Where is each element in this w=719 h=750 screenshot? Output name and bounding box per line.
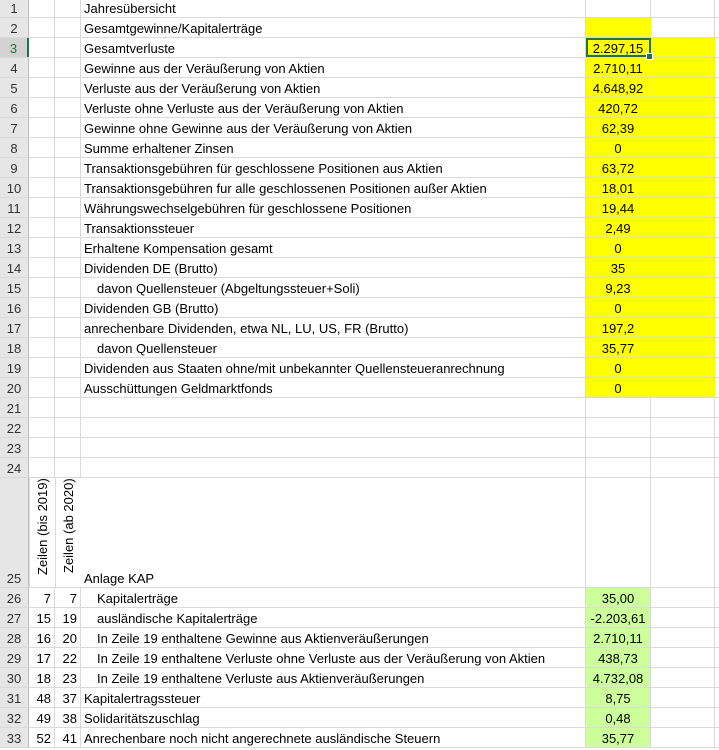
cell-f12[interactable]: [715, 218, 719, 237]
cell-a30[interactable]: 18: [29, 668, 55, 687]
cell-a4[interactable]: [29, 58, 55, 77]
cell-d31[interactable]: 8,75: [586, 688, 651, 707]
cell-a15[interactable]: [29, 278, 55, 297]
sheet-row-19: [0, 358, 719, 378]
sheet-row-26: [0, 588, 719, 608]
cell-b23[interactable]: [55, 438, 81, 457]
cell-d18[interactable]: 35,77: [586, 338, 651, 357]
cell-a32[interactable]: 49: [29, 708, 55, 727]
cell-a26[interactable]: 7: [29, 588, 55, 607]
cell-c11[interactable]: Währungswechselgebühren für geschlossene Positionen: [81, 198, 586, 217]
cell-f16[interactable]: [715, 298, 719, 317]
cell-c31[interactable]: Kapitalertragssteuer: [81, 688, 586, 707]
cell-c28[interactable]: In Zeile 19 enthaltene Gewinne aus Aktienveräußerungen: [81, 628, 586, 647]
cell-c12[interactable]: Transaktionssteuer: [81, 218, 586, 237]
cell-b9[interactable]: [55, 158, 81, 177]
cell-f31[interactable]: [715, 688, 719, 707]
cell-c17[interactable]: anrechenbare Dividenden, etwa NL, LU, US, FR (Brutto): [81, 318, 586, 337]
cell-c2[interactable]: Gesamtgewinne/Kapitalerträge: [81, 18, 586, 37]
cell-e9[interactable]: [651, 158, 715, 177]
cell-e14[interactable]: [651, 258, 715, 277]
row-header[interactable]: 31: [0, 688, 29, 707]
cell-a9[interactable]: [29, 158, 55, 177]
cell-d8[interactable]: 0: [586, 138, 651, 157]
row-header[interactable]: 11: [0, 198, 29, 217]
cell-b7[interactable]: [55, 118, 81, 137]
cell-c32[interactable]: Solidaritätszuschlag: [81, 708, 586, 727]
sheet-row-24: [0, 458, 719, 478]
row-header[interactable]: 1: [0, 0, 29, 17]
row-header[interactable]: 29: [0, 648, 29, 667]
cell-d13[interactable]: 0: [586, 238, 651, 257]
cell-c23[interactable]: [81, 438, 586, 457]
cell-d26[interactable]: 35,00: [586, 588, 651, 607]
cell-d12[interactable]: 2,49: [586, 218, 651, 237]
row-header[interactable]: 23: [0, 438, 29, 457]
cell-a27[interactable]: 15: [29, 608, 55, 627]
cell-b13[interactable]: [55, 238, 81, 257]
cell-b4[interactable]: [55, 58, 81, 77]
cell-f26[interactable]: [715, 588, 719, 607]
cell-a25[interactable]: Zeilen (bis 2019): [29, 478, 55, 587]
cell-d3[interactable]: 2.297,15: [586, 38, 651, 57]
cell-a3[interactable]: [29, 38, 55, 57]
cell-c27[interactable]: ausländische Kapitalerträge: [81, 608, 586, 627]
cell-a16[interactable]: [29, 298, 55, 317]
cell-e13[interactable]: [651, 238, 715, 257]
cell-d27[interactable]: -2.203,61: [586, 608, 651, 627]
cell-b22[interactable]: [55, 418, 81, 437]
cell-b11[interactable]: [55, 198, 81, 217]
row-header[interactable]: 19: [0, 358, 29, 377]
cell-e20[interactable]: [651, 378, 715, 397]
sheet-row-8: [0, 138, 719, 158]
cell-a13[interactable]: [29, 238, 55, 257]
cell-e15[interactable]: [651, 278, 715, 297]
sheet-row-21: [0, 398, 719, 418]
cell-b33[interactable]: 41: [55, 728, 81, 747]
cell-e25[interactable]: [651, 478, 715, 587]
row-header[interactable]: 24: [0, 458, 29, 477]
cell-b12[interactable]: [55, 218, 81, 237]
cell-c18[interactable]: davon Quellensteuer: [81, 338, 586, 357]
cell-d23[interactable]: [586, 438, 651, 457]
row-header[interactable]: 16: [0, 298, 29, 317]
cell-f13[interactable]: [715, 238, 719, 257]
cell-b17[interactable]: [55, 318, 81, 337]
cell-f15[interactable]: [715, 278, 719, 297]
cell-f33[interactable]: [715, 728, 719, 747]
row-header[interactable]: 10: [0, 178, 29, 197]
cell-e2[interactable]: [651, 18, 715, 37]
sheet-row-3: [0, 38, 719, 58]
row-header[interactable]: 14: [0, 258, 29, 277]
sheet-row-14: [0, 258, 719, 278]
sheet-row-7: [0, 118, 719, 138]
row-header[interactable]: 27: [0, 608, 29, 627]
cell-f19[interactable]: [715, 358, 719, 377]
cell-c21[interactable]: [81, 398, 586, 417]
cell-b25[interactable]: Zeilen (ab 2020): [55, 478, 81, 587]
cell-b26[interactable]: 7: [55, 588, 81, 607]
cell-e29[interactable]: [651, 648, 715, 667]
cell-e19[interactable]: [651, 358, 715, 377]
row-header[interactable]: 25: [0, 478, 29, 587]
sheet-row-4: [0, 58, 719, 78]
cell-c22[interactable]: [81, 418, 586, 437]
cell-f9[interactable]: [715, 158, 719, 177]
cell-c19[interactable]: Dividenden aus Staaten ohne/mit unbekannter Quellensteueranrechnung: [81, 358, 586, 377]
cell-d1[interactable]: [586, 0, 651, 17]
row-header[interactable]: 15: [0, 278, 29, 297]
row-header[interactable]: 6: [0, 98, 29, 117]
cell-a23[interactable]: [29, 438, 55, 457]
cell-d21[interactable]: [586, 398, 651, 417]
row-header[interactable]: 2: [0, 18, 29, 37]
cell-f1[interactable]: [715, 0, 719, 17]
sheet-row-31: [0, 688, 719, 708]
cell-a1[interactable]: [29, 0, 55, 17]
cell-b30[interactable]: 23: [55, 668, 81, 687]
cell-d20[interactable]: 0: [586, 378, 651, 397]
cell-d17[interactable]: 197,2: [586, 318, 651, 337]
cell-a7[interactable]: [29, 118, 55, 137]
cell-d9[interactable]: 63,72: [586, 158, 651, 177]
sheet-row-30: [0, 668, 719, 688]
row-header[interactable]: 28: [0, 628, 29, 647]
cell-a12[interactable]: [29, 218, 55, 237]
cell-f22[interactable]: [715, 418, 719, 437]
cell-a21[interactable]: [29, 398, 55, 417]
cell-e31[interactable]: [651, 688, 715, 707]
cell-f20[interactable]: [715, 378, 719, 397]
cell-d10[interactable]: 18,01: [586, 178, 651, 197]
cell-d2[interactable]: [586, 18, 651, 37]
cell-c10[interactable]: Transaktionsgebühren fur alle geschlossenen Positionen außer Aktien: [81, 178, 586, 197]
cell-e22[interactable]: [651, 418, 715, 437]
cell-f2[interactable]: [715, 18, 719, 37]
sheet-row-22: [0, 418, 719, 438]
cell-e23[interactable]: [651, 438, 715, 457]
cell-b1[interactable]: [55, 0, 81, 17]
cell-b16[interactable]: [55, 298, 81, 317]
cell-d22[interactable]: [586, 418, 651, 437]
cell-b31[interactable]: 37: [55, 688, 81, 707]
sheet-row-20: [0, 378, 719, 398]
cell-f10[interactable]: [715, 178, 719, 197]
cell-e26[interactable]: [651, 588, 715, 607]
cell-d5[interactable]: 4.648,92: [586, 78, 651, 97]
row-header[interactable]: 18: [0, 338, 29, 357]
cell-e8[interactable]: [651, 138, 715, 157]
cell-d28[interactable]: 2.710,11: [586, 628, 651, 647]
sheet-row-33: [0, 728, 719, 748]
sheet-row-10: [0, 178, 719, 198]
cell-d30[interactable]: 4.732,08: [586, 668, 651, 687]
cell-c16[interactable]: Dividenden GB (Brutto): [81, 298, 586, 317]
cell-f18[interactable]: [715, 338, 719, 357]
sheet-row-32: [0, 708, 719, 728]
cell-b2[interactable]: [55, 18, 81, 37]
sheet-row-1: [0, 0, 719, 18]
cell-f25[interactable]: [715, 478, 719, 587]
row-header[interactable]: 26: [0, 588, 29, 607]
cell-c25[interactable]: Anlage KAP: [81, 478, 586, 587]
sheet-row-9: [0, 158, 719, 178]
cell-a2[interactable]: [29, 18, 55, 37]
cell-f11[interactable]: [715, 198, 719, 217]
cell-e30[interactable]: [651, 668, 715, 687]
row-header[interactable]: 13: [0, 238, 29, 257]
cell-f21[interactable]: [715, 398, 719, 417]
sheet-row-12: [0, 218, 719, 238]
cell-b18[interactable]: [55, 338, 81, 357]
cell-e21[interactable]: [651, 398, 715, 417]
row-header[interactable]: 5: [0, 78, 29, 97]
row-header[interactable]: 8: [0, 138, 29, 157]
cell-a10[interactable]: [29, 178, 55, 197]
cell-b5[interactable]: [55, 78, 81, 97]
cell-e4[interactable]: [651, 58, 715, 77]
cell-b3[interactable]: [55, 38, 81, 57]
cell-c7[interactable]: Gewinne ohne Gewinne aus der Veräußerung von Aktien: [81, 118, 586, 137]
cell-f3[interactable]: [715, 38, 719, 57]
cell-b6[interactable]: [55, 98, 81, 117]
cell-a24[interactable]: [29, 458, 55, 477]
sheet-row-17: [0, 318, 719, 338]
cell-d32[interactable]: 0,48: [586, 708, 651, 727]
row-header[interactable]: 12: [0, 218, 29, 237]
cell-d7[interactable]: 62,39: [586, 118, 651, 137]
cell-f32[interactable]: [715, 708, 719, 727]
cell-a20[interactable]: [29, 378, 55, 397]
cell-c1[interactable]: Jahresübersicht: [81, 0, 586, 17]
cell-e1[interactable]: [651, 0, 715, 17]
cell-f23[interactable]: [715, 438, 719, 457]
cell-b20[interactable]: [55, 378, 81, 397]
cell-a6[interactable]: [29, 98, 55, 117]
sheet-row-11: [0, 198, 719, 218]
cell-a18[interactable]: [29, 338, 55, 357]
cell-e5[interactable]: [651, 78, 715, 97]
cell-c14[interactable]: Dividenden DE (Brutto): [81, 258, 586, 277]
sheet-row-6: [0, 98, 719, 118]
cell-f6[interactable]: [715, 98, 719, 117]
cell-d33[interactable]: 35,77: [586, 728, 651, 747]
cell-a14[interactable]: [29, 258, 55, 277]
cell-a31[interactable]: 48: [29, 688, 55, 707]
cell-d29[interactable]: 438,73: [586, 648, 651, 667]
cell-a28[interactable]: 16: [29, 628, 55, 647]
row-header[interactable]: 3: [0, 38, 29, 57]
cell-e12[interactable]: [651, 218, 715, 237]
cell-b24[interactable]: [55, 458, 81, 477]
sheet-row-13: [0, 238, 719, 258]
row-header[interactable]: 4: [0, 58, 29, 77]
row-header[interactable]: 20: [0, 378, 29, 397]
cell-f4[interactable]: [715, 58, 719, 77]
cell-b15[interactable]: [55, 278, 81, 297]
cell-c13[interactable]: Erhaltene Kompensation gesamt: [81, 238, 586, 257]
cell-b27[interactable]: 19: [55, 608, 81, 627]
cell-d4[interactable]: 2.710,11: [586, 58, 651, 77]
sheet-row-23: [0, 438, 719, 458]
cell-f17[interactable]: [715, 318, 719, 337]
sheet-row-18: [0, 338, 719, 358]
cell-e16[interactable]: [651, 298, 715, 317]
cell-e18[interactable]: [651, 338, 715, 357]
row-header[interactable]: 33: [0, 728, 29, 747]
cell-d16[interactable]: 0: [586, 298, 651, 317]
cell-f8[interactable]: [715, 138, 719, 157]
cell-e7[interactable]: [651, 118, 715, 137]
cell-f27[interactable]: [715, 608, 719, 627]
sheet-row-15: [0, 278, 719, 298]
cell-c15[interactable]: davon Quellensteuer (Abgeltungssteuer+Soli): [81, 278, 586, 297]
cell-d11[interactable]: 19,44: [586, 198, 651, 217]
cell-e10[interactable]: [651, 178, 715, 197]
cell-c20[interactable]: Ausschüttungen Geldmarktfonds: [81, 378, 586, 397]
cell-d6[interactable]: 420,72: [586, 98, 651, 117]
row-header[interactable]: 9: [0, 158, 29, 177]
row-header[interactable]: 17: [0, 318, 29, 337]
cell-e27[interactable]: [651, 608, 715, 627]
cell-c9[interactable]: Transaktionsgebühren für geschlossene Positionen aus Aktien: [81, 158, 586, 177]
cell-c6[interactable]: Verluste ohne Verluste aus der Veräußerung von Aktien: [81, 98, 586, 117]
cell-d24[interactable]: [586, 458, 651, 477]
sheet-row-25: [0, 478, 719, 588]
cell-a5[interactable]: [29, 78, 55, 97]
cell-d14[interactable]: 35: [586, 258, 651, 277]
cell-c29[interactable]: In Zeile 19 enthaltene Verluste ohne Verluste aus der Veräußerung von Aktien: [81, 648, 586, 667]
cell-d15[interactable]: 9,23: [586, 278, 651, 297]
row-header[interactable]: 32: [0, 708, 29, 727]
cell-c4[interactable]: Gewinne aus der Veräußerung von Aktien: [81, 58, 586, 77]
row-header[interactable]: 22: [0, 418, 29, 437]
cell-a29[interactable]: 17: [29, 648, 55, 667]
cell-e6[interactable]: [651, 98, 715, 117]
cell-c33[interactable]: Anrechenbare noch nicht angerechnete ausländische Steuern: [81, 728, 586, 747]
cell-a11[interactable]: [29, 198, 55, 217]
cell-e32[interactable]: [651, 708, 715, 727]
cell-e3[interactable]: [651, 38, 715, 57]
cell-b14[interactable]: [55, 258, 81, 277]
cell-b21[interactable]: [55, 398, 81, 417]
cell-f24[interactable]: [715, 458, 719, 477]
cell-f14[interactable]: [715, 258, 719, 277]
sheet-row-28: [0, 628, 719, 648]
sheet-row-27: [0, 608, 719, 628]
cell-e11[interactable]: [651, 198, 715, 217]
cell-f28[interactable]: [715, 628, 719, 647]
cell-c30[interactable]: In Zeile 19 enthaltene Verluste aus Aktienveräußerungen: [81, 668, 586, 687]
cell-a19[interactable]: [29, 358, 55, 377]
cell-a33[interactable]: 52: [29, 728, 55, 747]
cell-e33[interactable]: [651, 728, 715, 747]
sheet-row-5: [0, 78, 719, 98]
row-header[interactable]: 7: [0, 118, 29, 137]
cell-f7[interactable]: [715, 118, 719, 137]
row-header[interactable]: 21: [0, 398, 29, 417]
cell-a17[interactable]: [29, 318, 55, 337]
cell-c3[interactable]: Gesamtverluste: [81, 38, 586, 57]
cell-f30[interactable]: [715, 668, 719, 687]
cell-d25[interactable]: [586, 478, 651, 587]
cell-b32[interactable]: 38: [55, 708, 81, 727]
cell-a22[interactable]: [29, 418, 55, 437]
cell-e17[interactable]: [651, 318, 715, 337]
cell-a8[interactable]: [29, 138, 55, 157]
cell-f29[interactable]: [715, 648, 719, 667]
cell-d19[interactable]: 0: [586, 358, 651, 377]
sheet-row-16: [0, 298, 719, 318]
cell-c8[interactable]: Summe erhaltener Zinsen: [81, 138, 586, 157]
cell-b10[interactable]: [55, 178, 81, 197]
cell-c26[interactable]: Kapitalerträge: [81, 588, 586, 607]
cell-b29[interactable]: 22: [55, 648, 81, 667]
cell-b19[interactable]: [55, 358, 81, 377]
cell-f5[interactable]: [715, 78, 719, 97]
cell-b8[interactable]: [55, 138, 81, 157]
cell-c24[interactable]: [81, 458, 586, 477]
cell-e28[interactable]: [651, 628, 715, 647]
row-header[interactable]: 30: [0, 668, 29, 687]
cell-e24[interactable]: [651, 458, 715, 477]
sheet-row-2: [0, 18, 719, 38]
cell-b28[interactable]: 20: [55, 628, 81, 647]
sheet-row-29: [0, 648, 719, 668]
cell-c5[interactable]: Verluste aus der Veräußerung von Aktien: [81, 78, 586, 97]
